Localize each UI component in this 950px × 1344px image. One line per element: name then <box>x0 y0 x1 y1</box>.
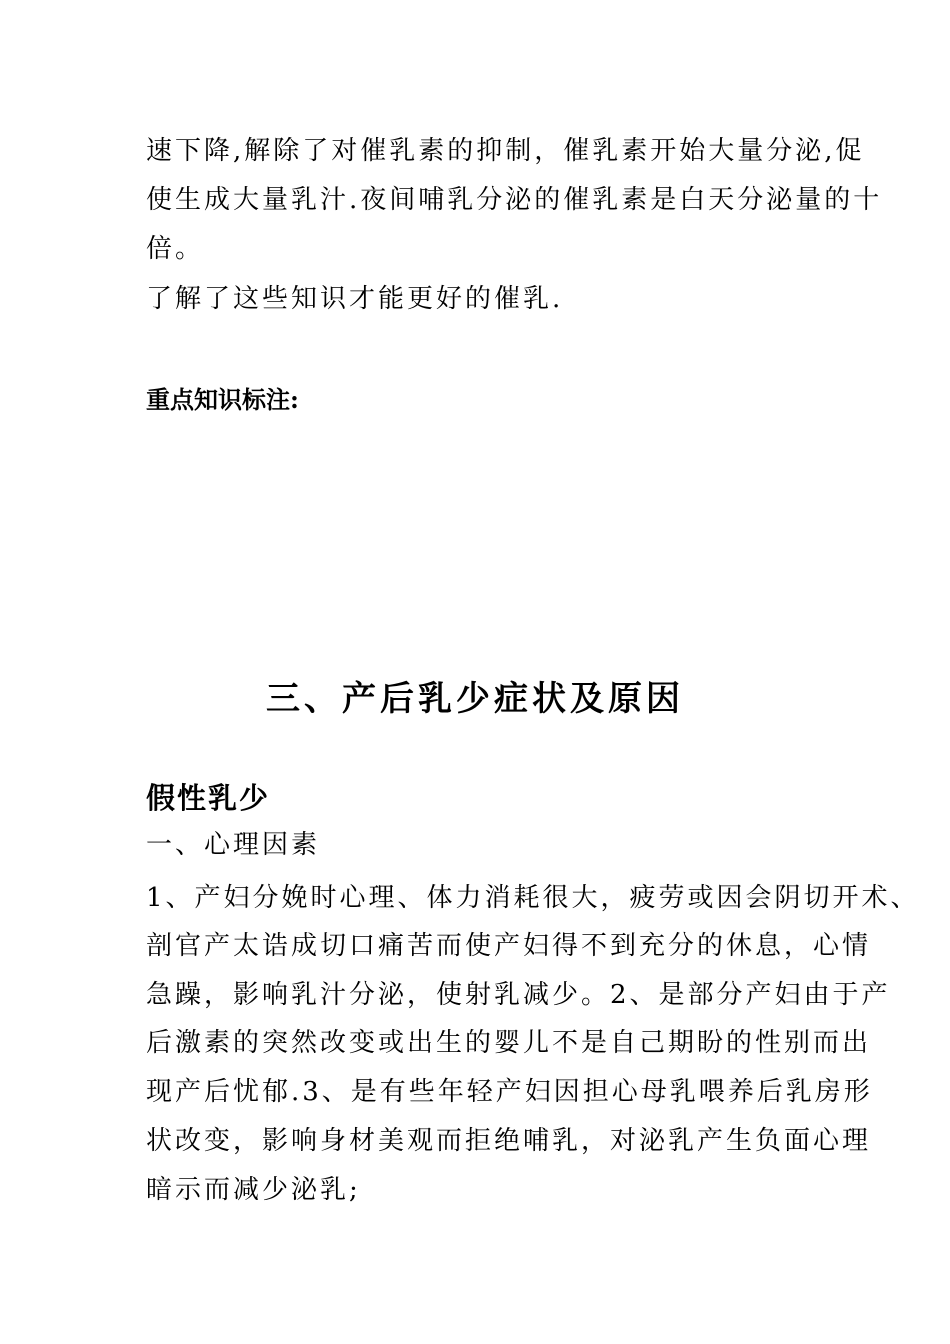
subsection-heading: 一、心理因素 <box>146 830 321 860</box>
section-heading: 假性乳少 <box>146 781 271 815</box>
intro-closing-line: 了解了这些知识才能更好的催乳. <box>146 284 564 314</box>
paragraph-line-1: 1、产妇分娩时心理、体力消耗很大，疲劳或因会阴切开术、 <box>146 883 920 913</box>
paragraph-line-6: 状改变，影响身材美观而拒绝哺乳，对泌乳产生负面心理 <box>146 1126 872 1156</box>
key-points-label: 重点知识标注: <box>146 385 299 414</box>
paragraph-line-2: 剖官产太诰成切口痛苦而使产妇得不到充分的休息，心情 <box>146 931 872 961</box>
paragraph-line-4: 后激素的突然改变或出生的婴儿不是自己期盼的性别而出 <box>146 1028 872 1058</box>
paragraph-line-7: 暗示而减少泌乳; <box>146 1175 361 1205</box>
intro-line-3: 倍。 <box>146 234 205 264</box>
intro-line-1: 速下降,解除了对催乳素的抑制，催乳素开始大量分泌,促 <box>146 136 865 166</box>
chapter-title: 三、产后乳少症状及原因 <box>266 679 684 719</box>
paragraph-line-3: 急躁，影响乳汁分泌，使射乳减少。2、是部分产妇由于产 <box>146 980 891 1010</box>
intro-line-2: 使生成大量乳汁.夜间哺乳分泌的催乳素是白天分泌量的十 <box>146 185 883 215</box>
paragraph-line-5: 现产后忧郁.3、是有些年轻产妇因担心母乳喂养后乳房形 <box>146 1077 873 1107</box>
